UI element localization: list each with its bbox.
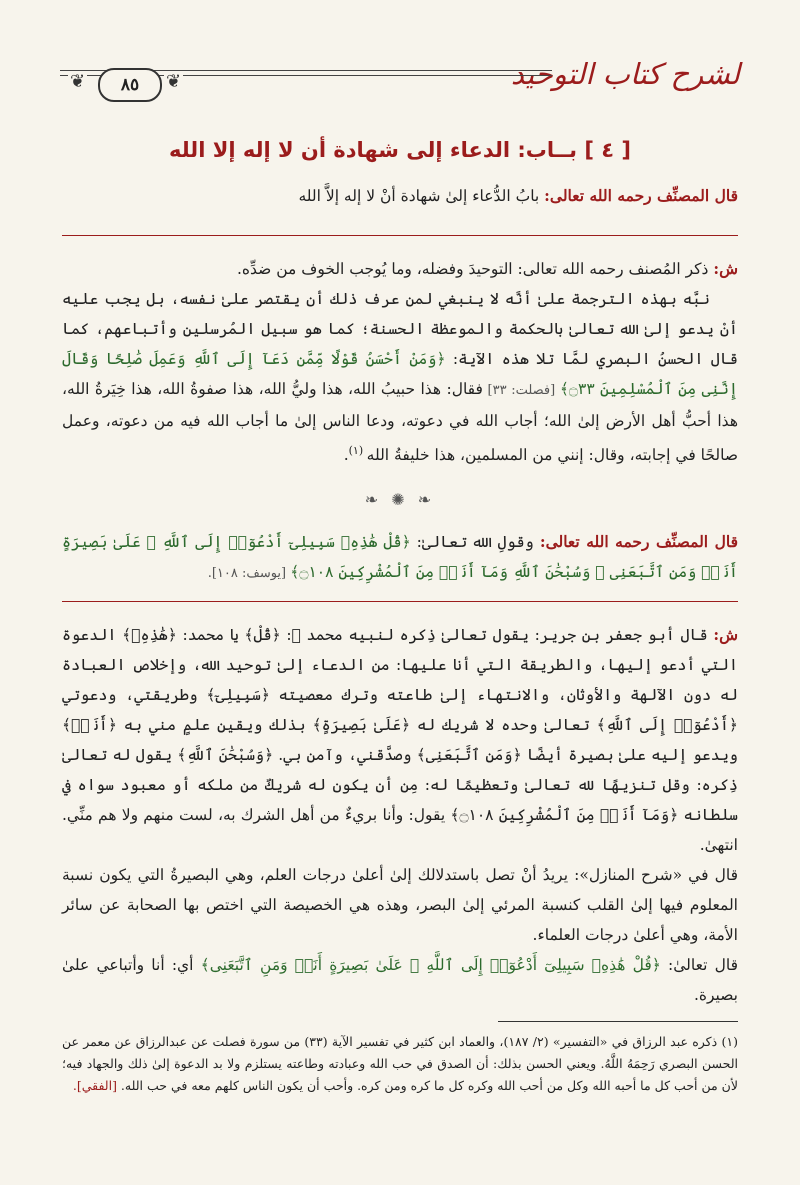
author-text: بابُ الدُّعاء إلىٰ شهادة أنْ لا إله إلاَّ الله [298, 187, 545, 205]
footnote-marker[interactable]: (١) [348, 444, 367, 457]
quran-verse: ﴿وَمَنْ أَحْسَنُ قَوْلًا مِّمَّن دَعَآ إِلَى ٱللَّهِ وَعَمِلَ صَٰلِحًا وَقَالَ إِنَّنِى مِنَ ٱلْمُسْلِمِينَ ۝٣٣﴾ [62, 350, 738, 398]
author-statement-2 [62, 527, 738, 589]
paragraph [62, 284, 738, 470]
quran-verse: ﴿قُلْ هَٰذِهِۦ سَبِيلِىٓ أَدْعُوٓا۟ إِلَى ٱللَّهِ ۚ عَلَىٰ بَصِيرَةٍ أَنَا۠ وَمَنِ ٱتَّبَعَنِى ۖ وَسُبْحَٰنَ ٱللَّهِ وَمَآ أَنَا۠ مِنَ ٱلْمُشْرِكِينَ ۝١٠٨﴾ [62, 533, 738, 581]
page-number: ٨٥ [98, 68, 162, 102]
paragraph-text: قال أبو جعفر بن جرير: يقول تعالىٰ ذِكره لنبيه محمد ﷺ: ﴿قُلْ﴾ يا محمد: ﴿هَٰذِهِۦ﴾ الدعوة التي أدعو إليها، والطريقة التي أنا عليها: من الدعاء إلىٰ توحيد الله، وإخلاص العبادة له دون الآلهة والأوثان، والانتهاء إلىٰ طاعته وترك معصيته ﴿سَبِيلِىٓ﴾ وطريقتي، ودعوتي ﴿أَدْعُوٓا۟ إِلَى ٱللَّهِ﴾ تعالىٰ وحده لا شريك له ﴿عَلَىٰ بَصِيرَةٍ﴾ بذلك ويقينِ علمٍ مني به ﴿أَنَا۠﴾ ويدعو إليه علىٰ بصيرة أيضًا ﴿وَمَنِ ٱتَّبَعَنِى﴾ وصدَّقني، وآمن بي. ﴿وَسُبْحَٰنَ ٱللَّهِ﴾ يقول له تعالىٰ ذِكره: وقل تنزيهًا لله تعالىٰ وتعظيمًا له: مِن أن يكون له شريكٌ من ملكه أو معبود سواه في سلطانه ﴿وَمَآ أَنَا۠ مِنَ ٱلْمُشْرِكِينَ ۝١٠٨﴾ يقول: وأنا بريءٌ من أهل الشرك به، لست منهم ولا هم منِّي. انتهىٰ. [62, 626, 738, 854]
section-separator [62, 235, 738, 236]
chapter-title: [ ٤ ] بــاب: الدعاء إلى شهادة أن لا إله إلا الله [169, 138, 631, 162]
footnote-attribution: [الفقي]. [72, 1078, 117, 1093]
commentary-marker: ش: [713, 625, 738, 644]
paragraph [62, 860, 738, 950]
paragraph [62, 254, 738, 284]
footnote [62, 1031, 738, 1097]
divider-ornament-icon: ❧ ✺ ❧ [364, 490, 436, 509]
flourish-ornament-icon: ❦ [166, 71, 182, 92]
quran-verse: ﴿قُلْ هَٰذِهِۦ سَبِيلِىٓ أَدْعُوٓا۟ إِلَى ٱللَّهِ ۚ عَلَىٰ بَصِيرَةٍ أَنَا۠ وَمَنِ ٱتَّبَعَنِى﴾ [200, 956, 661, 974]
verse-reference: [يوسف: ١٠٨]. [207, 566, 291, 581]
page-header [60, 52, 740, 100]
paragraph [62, 620, 738, 860]
verse-reference: [فصلت: ٣٣] [482, 383, 560, 398]
author-text: وقولِ الله تعالىٰ: [410, 533, 540, 551]
paragraph-end: . [343, 446, 349, 465]
paragraph-text: ذكر المُصنف رحمه الله تعالى: التوحيدَ وفضله، وما يُوجب الخوف من ضدِّه. [236, 260, 714, 278]
book-title: لشرح كتاب التوحيد [510, 57, 740, 91]
author-lead: قال المصنِّف رحمه الله تعالى: [539, 532, 738, 551]
commentary-2 [62, 620, 738, 1010]
section-separator [62, 601, 738, 602]
author-statement-1 [62, 181, 738, 211]
paragraph-text: قال في «شرح المنازل»: يريدُ أنْ تصل باستدلالك إلىٰ أعلىٰ درجات العلم، وهي البصيرةُ التي يكون نسبة المعلوم فيها إلىٰ القلب كنسبة المرئي إلىٰ البصر، وهذه هي الخصيصة التي اختص بها الصحابة عن سائر الأمة، وهي أعلىٰ درجات العلماء. [62, 866, 738, 944]
commentary-1 [62, 254, 738, 470]
header-rule [60, 66, 552, 95]
commentary-marker: ش: [713, 259, 738, 278]
footnote-text: (١) ذكره عبد الرزاق في «التفسير» (٢/ ١٨٧)، والعماد ابن كثير في تفسير الآية (٣٣) من سورة فصلت عن عبدالرزاق عن معمر عن الحسن البصري رَحِمَهُ اللَّهُ. ويعني الحسن بذلك: أن الصدق في حب الله وعبادته وطاعته يستلزم ولا بد الدعوة إلىٰ ذلك والجهاد فيه؛ لأن من أحب كل ما أحبه الله وكل من أحب الله وكره كل ما كره ومن كره. وأحب أن يكون الناس كلهم معه في حب الله. [62, 1034, 739, 1093]
footnote-rule [498, 1021, 738, 1022]
author-lead: قال المصنِّف رحمه الله تعالى: [544, 186, 738, 205]
paragraph [62, 950, 738, 1010]
paragraph-text: أي: أنا وأتباعي علىٰ بصيرة. [62, 956, 738, 1004]
paragraph-text: قال تعالىٰ: [660, 956, 738, 974]
paragraph-text: فقال: هذا حبيبُ الله، هذا وليُّ الله، هذا صفوةُ الله، هذا خِيَرةُ الله، هذا أحبُّ أهل الأرض إلىٰ الله؛ أجاب الله في دعوته، ودعا الناس إلىٰ ما أجاب الله فيه من دعوته، وعمل صالحًا في إجابته، وقال: إنني من المسلمين، هذا خليفةُ الله [62, 380, 738, 465]
flourish-ornament-icon: ❦ [70, 71, 86, 92]
paragraph-text: نبَّه بهذه الترجمة علىٰ أنَّه لا ينبغي لمن عرف ذلك أن يقتصر علىٰ نفسه، بل يجب عليه أنْ يدعو إلىٰ الله تعالىٰ بالحكمة والموعظة الحسنة؛ كما هو سبيل المُرسلين وأتباعهم، كما قال الحسنُ البصري لمَّا تلا هذه الآية: [62, 290, 738, 368]
